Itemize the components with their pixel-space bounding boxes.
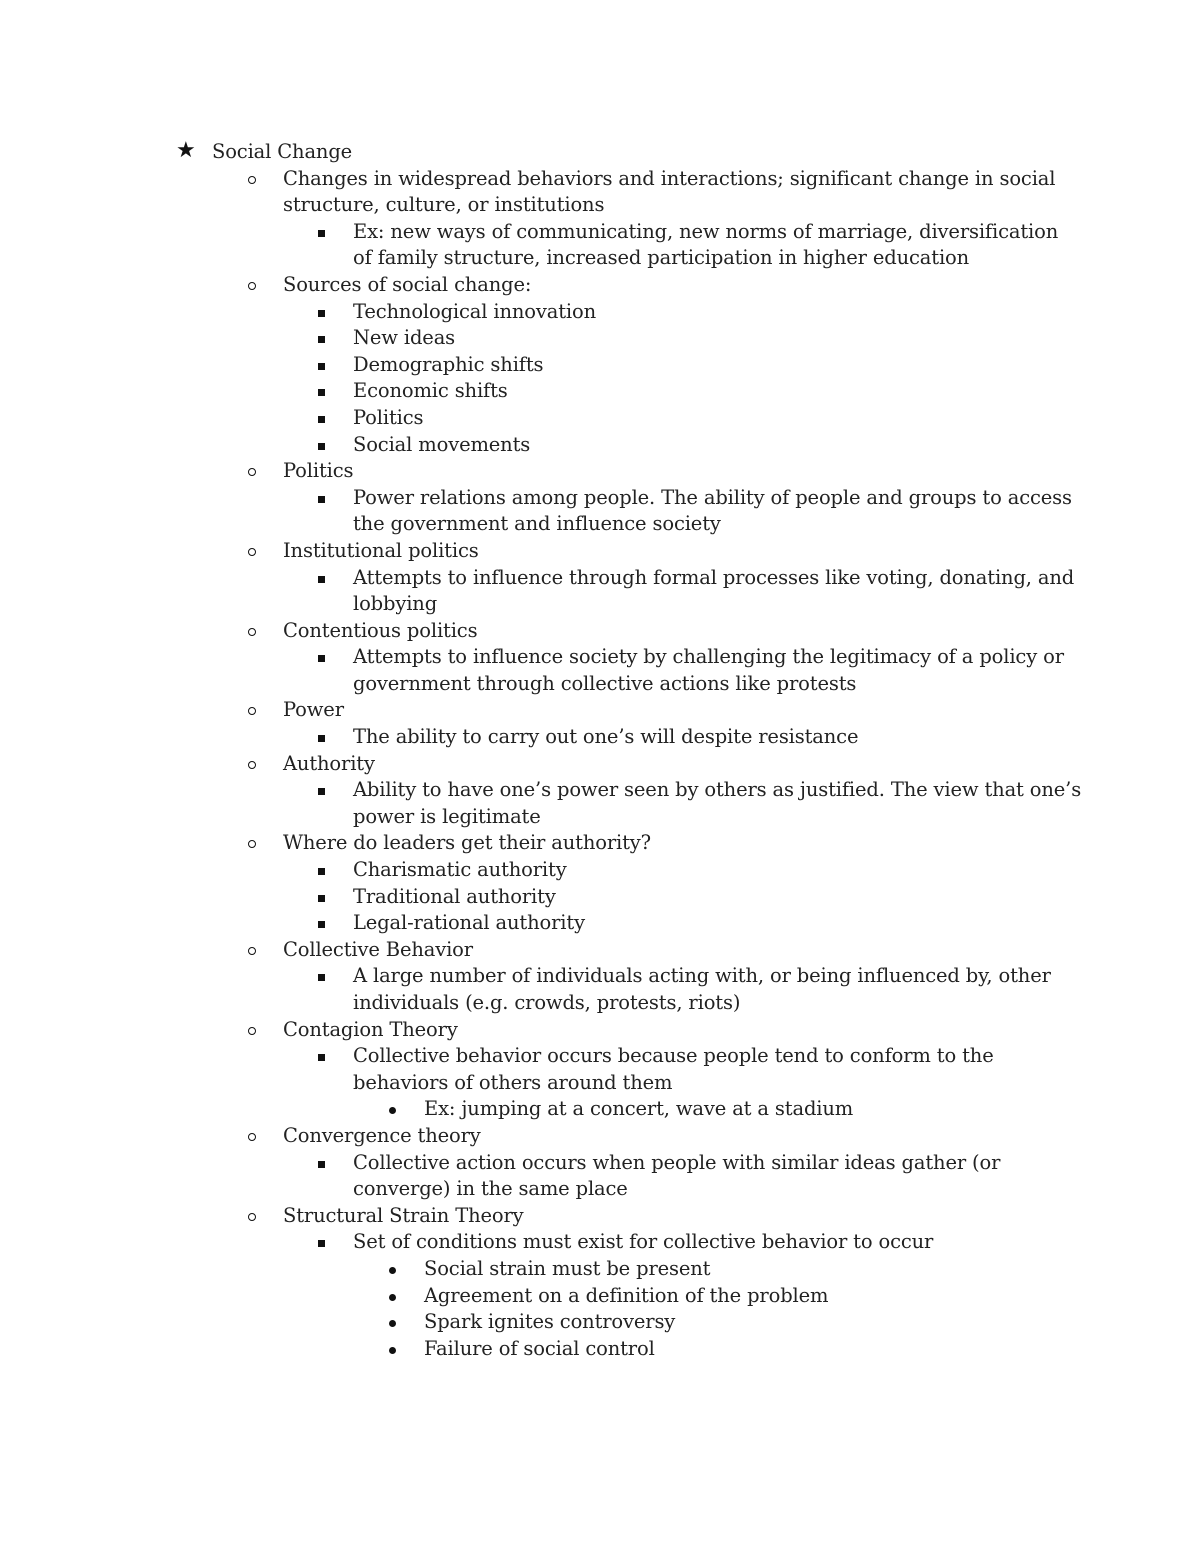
list-item (0, 1043, 1200, 1070)
list-item-text: Agreement on a definition of the problem (424, 1283, 829, 1307)
list-item-text: Collective behavior occurs because people tend to conform to the (353, 1044, 994, 1068)
square-bullet-icon (318, 735, 325, 742)
square-bullet-icon (318, 1054, 325, 1061)
list-item (0, 299, 1200, 326)
square-bullet-icon (318, 1240, 325, 1247)
heading-text: Social Change (212, 140, 353, 163)
square-bullet-icon (318, 416, 325, 423)
list-item-text: Failure of social control (424, 1336, 655, 1360)
outline-list (0, 139, 1200, 1362)
list-item (0, 219, 1200, 246)
list-item-text: Politics (283, 459, 354, 483)
list-item-text: Technological innovation (353, 299, 596, 323)
list-item (0, 1283, 1200, 1310)
square-bullet-icon (318, 788, 325, 795)
list-item (0, 1123, 1200, 1150)
list-item (0, 325, 1200, 352)
list-item (0, 697, 1200, 724)
square-bullet-icon (318, 868, 325, 875)
list-item-text: Changes in widespread behaviors and interactions; significant change in social (283, 166, 1056, 190)
list-item-text: power is legitimate (353, 804, 541, 828)
square-bullet-icon (318, 1161, 325, 1168)
list-item (0, 352, 1200, 379)
list-item-text: Collective Behavior (283, 937, 473, 961)
list-item (0, 432, 1200, 459)
list-item-text: government through collective actions like protests (353, 671, 857, 695)
circle-bullet-icon (248, 548, 256, 556)
star-bullet-icon: ★ (176, 138, 196, 163)
list-item (0, 1256, 1200, 1283)
list-item-text: structure, culture, or institutions (283, 193, 605, 217)
list-item-text: Social strain must be present (424, 1256, 711, 1280)
list-item (0, 565, 1200, 592)
circle-bullet-icon (248, 176, 256, 184)
list-item-text: Contagion Theory (283, 1017, 458, 1041)
list-item-text: Institutional politics (283, 538, 479, 562)
circle-bullet-icon (248, 282, 256, 290)
list-item (0, 405, 1200, 432)
list-item-text: Ex: jumping at a concert, wave at a stadium (424, 1097, 854, 1121)
list-item (0, 1336, 1200, 1363)
dot-bullet-icon (389, 1107, 396, 1114)
list-item (0, 618, 1200, 645)
list-item-text: Demographic shifts (353, 352, 544, 376)
list-item (0, 963, 1200, 990)
list-item-text: Economic shifts (353, 379, 508, 403)
dot-bullet-icon (389, 1294, 396, 1301)
list-item-continuation (0, 591, 1200, 618)
circle-bullet-icon (248, 1027, 256, 1035)
circle-bullet-icon (248, 628, 256, 636)
dot-bullet-icon (389, 1347, 396, 1354)
list-item-text: Social movements (353, 432, 531, 456)
list-item (0, 166, 1200, 193)
list-item (0, 378, 1200, 405)
list-item (0, 1203, 1200, 1230)
list-item-text: the government and influence society (353, 512, 721, 536)
list-item-text: Politics (353, 405, 424, 429)
list-item-text: Spark ignites controversy (424, 1310, 676, 1334)
list-item (0, 777, 1200, 804)
list-item-text: Legal-rational authority (353, 911, 585, 935)
list-item-text: Traditional authority (353, 884, 556, 908)
list-item-text: Ability to have one’s power seen by others as justified. The view that one’s (353, 778, 1082, 802)
list-item-text: Collective action occurs when people with similar ideas gather (or (353, 1150, 1001, 1174)
square-bullet-icon (318, 389, 325, 396)
list-item-text: Sources of social change: (283, 272, 532, 296)
circle-bullet-icon (248, 1213, 256, 1221)
square-bullet-icon (318, 895, 325, 902)
list-item (0, 937, 1200, 964)
list-item-text: Where do leaders get their authority? (283, 831, 651, 855)
list-item-text: individuals (e.g. crowds, protests, riots) (353, 991, 741, 1014)
list-item (0, 1017, 1200, 1044)
list-item-text: A large number of individuals acting with, or being influenced by, other (353, 964, 1051, 988)
list-item (0, 644, 1200, 671)
list-item-text: lobbying (353, 592, 438, 616)
outline-heading (0, 139, 1200, 166)
dot-bullet-icon (389, 1320, 396, 1327)
square-bullet-icon (318, 310, 325, 317)
circle-bullet-icon (248, 1133, 256, 1141)
list-item-continuation (0, 511, 1200, 538)
dot-bullet-icon (389, 1267, 396, 1274)
circle-bullet-icon (248, 947, 256, 955)
list-item-text: Set of conditions must exist for collective behavior to occur (353, 1230, 934, 1254)
list-item (0, 724, 1200, 751)
list-item-continuation (0, 804, 1200, 831)
list-item-text: Attempts to influence society by challenging the legitimacy of a policy or (353, 645, 1064, 669)
square-bullet-icon (318, 336, 325, 343)
square-bullet-icon (318, 655, 325, 662)
list-item (0, 458, 1200, 485)
list-item-continuation (0, 245, 1200, 272)
square-bullet-icon (318, 496, 325, 503)
list-item-text: of family structure, increased participation in higher education (353, 246, 970, 270)
list-item-text: New ideas (353, 326, 456, 350)
circle-bullet-icon (248, 468, 256, 476)
list-item (0, 884, 1200, 911)
list-item (0, 1150, 1200, 1177)
list-item-text: Structural Strain Theory (283, 1203, 524, 1227)
circle-bullet-icon (248, 761, 256, 769)
list-item (0, 1309, 1200, 1336)
list-item-text: Authority (283, 751, 375, 775)
circle-bullet-icon (248, 840, 256, 848)
list-item-text: behaviors of others around them (353, 1070, 673, 1094)
list-item-text: Ex: new ways of communicating, new norms of marriage, diversification (353, 219, 1059, 243)
square-bullet-icon (318, 921, 325, 928)
list-item (0, 830, 1200, 857)
list-item-continuation (0, 671, 1200, 698)
square-bullet-icon (318, 363, 325, 370)
list-item (0, 272, 1200, 299)
square-bullet-icon (318, 230, 325, 237)
circle-bullet-icon (248, 707, 256, 715)
list-item (0, 485, 1200, 512)
list-item-text: The ability to carry out one’s will despite resistance (353, 725, 859, 749)
square-bullet-icon (318, 576, 325, 583)
list-item (0, 1229, 1200, 1256)
list-item-continuation (0, 1070, 1200, 1097)
list-item (0, 1096, 1200, 1123)
square-bullet-icon (318, 974, 325, 981)
list-item-text: converge) in the same place (353, 1177, 628, 1201)
list-item (0, 857, 1200, 884)
list-item (0, 538, 1200, 565)
list-item (0, 751, 1200, 778)
list-item-continuation (0, 990, 1200, 1017)
square-bullet-icon (318, 443, 325, 450)
list-item-text: Power relations among people. The ability of people and groups to access (353, 485, 1072, 509)
list-item-continuation (0, 192, 1200, 219)
list-item-text: Attempts to influence through formal processes like voting, donating, and (353, 565, 1075, 589)
list-item-text: Power (283, 698, 344, 722)
list-item-text: Charismatic authority (353, 858, 567, 882)
list-item-continuation (0, 1176, 1200, 1203)
list-item-text: Convergence theory (283, 1123, 481, 1147)
list-item-text: Contentious politics (283, 618, 478, 642)
list-item (0, 910, 1200, 937)
